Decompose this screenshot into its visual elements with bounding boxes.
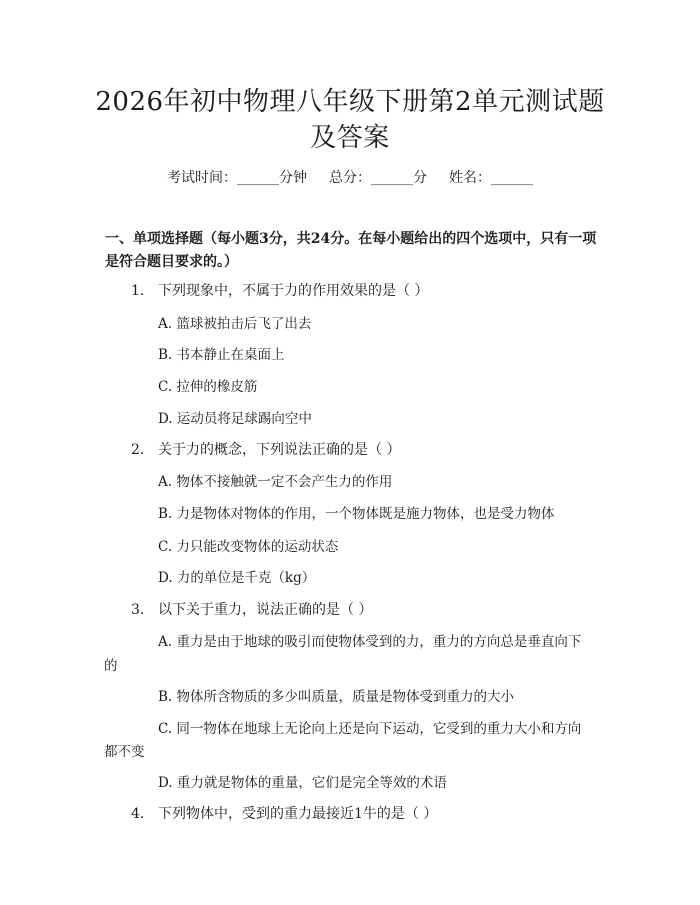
question-number: 3. [131,602,145,618]
q2-option-b: B. 力是物体对物体的作用，一个物体既是施力物体，也是受力物体 [158,506,555,522]
page-title-continued: 及答案 [310,123,390,153]
q2-option-a: A. 物体不接触就一定不会产生力的作用 [158,474,393,490]
q3-option-a-wrap: 的 [104,658,118,674]
exam-meta [0,167,700,189]
q3-option-d: D. 重力就是物体的重量，它们是完全等效的术语 [158,775,447,791]
section-heading: 一、单项选择题（每小题3分，共24分。在每小题给出的四个选项中，只有一项 [105,231,597,247]
student-name-field: 姓名：______ [449,170,533,186]
q1-option-b: B. 书本静止在桌面上 [158,347,285,363]
q3-option-b: B. 物体所含物质的多少叫质量，质量是物体受到重力的大小 [158,689,515,705]
q3-option-c: C. 同一物体在地球上无论向上还是向下运动，它受到的重力大小和方向 [158,721,582,737]
question-text: 下列物体中，受到的重力最接近1牛的是（ ） [158,806,438,822]
question-text: 下列现象中，不属于力的作用效果的是（ ） [158,283,429,299]
question-text: 关于力的概念，下列说法正确的是（ ） [158,442,401,458]
question-number: 2. [131,442,145,458]
exam-time-field: 考试时间：______分钟 [167,170,307,186]
q1-option-d: D. 运动员将足球踢向空中 [158,411,312,427]
q1-option-a: A. 篮球被拍击后飞了出去 [158,316,312,332]
section-heading-continued: 是符合题目要求的。） [105,254,238,270]
question-number: 4. [131,806,145,822]
total-score-field: 总分：______分 [329,170,427,186]
question-number: 1. [131,283,145,299]
q2-option-d: D. 力的单位是千克（kg） [158,570,316,586]
q2-option-c: C. 力只能改变物体的运动状态 [158,539,339,555]
page-title: 2026年初中物理八年级下册第2单元测试题 [95,87,605,117]
question-text: 以下关于重力，说法正确的是（ ） [158,602,373,618]
q3-option-c-wrap: 都不变 [104,744,145,760]
q1-option-c: C. 拉伸的橡皮筋 [158,379,258,395]
q3-option-a: A. 重力是由于地球的吸引而使物体受到的力，重力的方向总是垂直向下 [158,634,582,650]
